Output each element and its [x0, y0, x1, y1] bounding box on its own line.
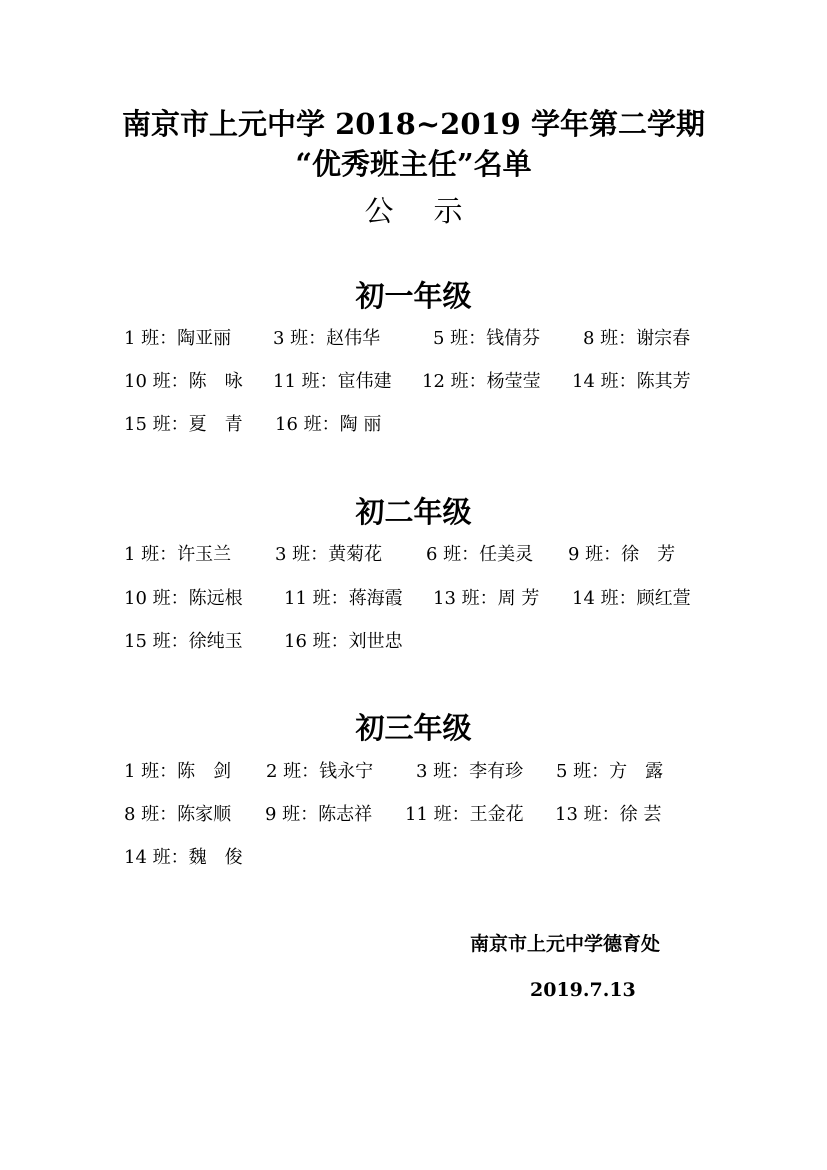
issuing-office: 南京市上元中学德育处	[470, 933, 661, 955]
class-entry: 8 班：陈家顺	[124, 804, 232, 825]
class-entry: 3 班：李有珍	[416, 761, 524, 782]
class-entry: 9 班：徐 芳	[568, 544, 676, 565]
class-entry: 10 班：陈远根	[124, 588, 243, 609]
class-entry: 11 班：蒋海霞	[284, 588, 403, 609]
class-entry: 13 班：徐 芸	[555, 804, 662, 825]
class-entry: 2 班：钱永宁	[266, 761, 374, 782]
grade-heading: 初二年级	[355, 495, 472, 529]
class-entry: 14 班：陈其芳	[572, 371, 691, 392]
class-entry: 1 班：陈 剑	[124, 761, 232, 782]
class-entry: 6 班：任美灵	[426, 544, 534, 565]
class-entry: 5 班：方 露	[556, 761, 664, 782]
class-entry: 14 班：顾红萱	[572, 588, 691, 609]
class-entry: 16 班：刘世忠	[284, 631, 403, 652]
class-entry: 10 班：陈 咏	[124, 371, 243, 392]
class-entry: 8 班：谢宗春	[583, 328, 691, 349]
document-title: 南京市上元中学 2018~2019 学年第二学期	[122, 107, 705, 141]
class-entry: 3 班：赵伟华	[273, 328, 381, 349]
class-entry: 5 班：钱倩芬	[433, 328, 541, 349]
document-subtitle: “优秀班主任”名单	[295, 147, 532, 181]
class-entry: 15 班：夏 青	[124, 414, 243, 435]
class-entry: 15 班：徐纯玉	[124, 631, 243, 652]
class-entry: 3 班：黄菊花	[275, 544, 383, 565]
grade-heading: 初三年级	[355, 711, 472, 745]
notice-label: 公示	[364, 194, 503, 228]
class-entry: 9 班：陈志祥	[265, 804, 373, 825]
class-entry: 12 班：杨莹莹	[422, 371, 541, 392]
grade-heading: 初一年级	[355, 279, 472, 313]
class-entry: 11 班：宦伟建	[273, 371, 392, 392]
class-entry: 1 班：陶亚丽	[124, 328, 232, 349]
issue-date: 2019.7.13	[530, 979, 636, 1001]
class-entry: 13 班：周 芳	[433, 588, 540, 609]
class-entry: 14 班：魏 俊	[124, 847, 243, 868]
class-entry: 11 班：王金花	[405, 804, 524, 825]
class-entry: 16 班：陶 丽	[275, 414, 382, 435]
class-entry: 1 班：许玉兰	[124, 544, 232, 565]
